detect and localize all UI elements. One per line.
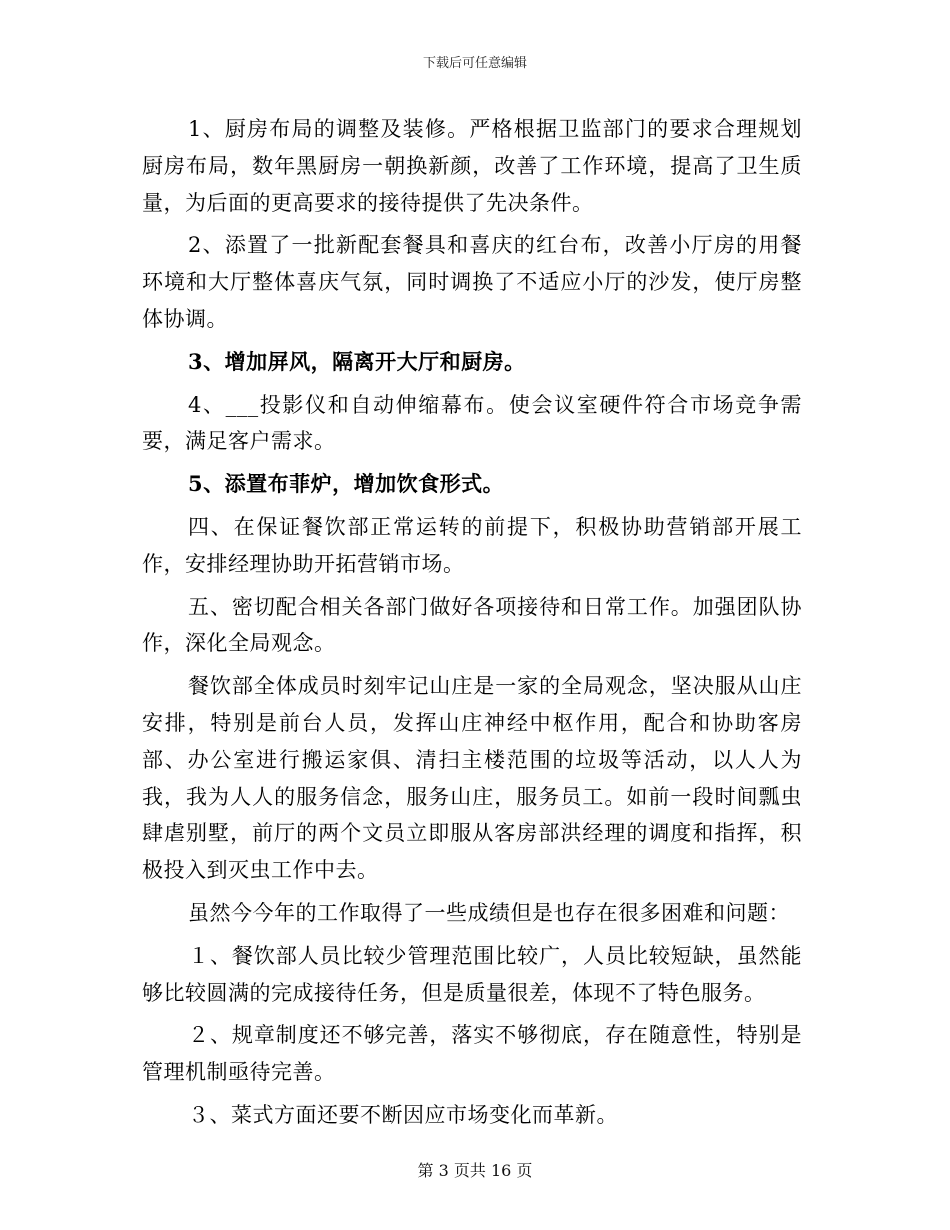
paragraph-problem-staff: １、餐饮部人员比较少管理范围比较广，人员比较短缺，虽然能够比较圆满的完成接待任务，但是质量很差，体现不了特色服务。 <box>142 943 802 1005</box>
page-footer: 第 3 页共 16 页 <box>417 1161 533 1180</box>
paragraph-problems-intro: 虽然今今年的工作取得了一些成绩但是也存在很多困难和问题： <box>188 900 790 925</box>
paragraph-buffet-stove: 5、添置布菲炉，增加饮食形式。 <box>188 471 505 497</box>
paragraph-screen: 3、增加屏风，隔离开大厅和厨房。 <box>188 348 526 374</box>
paragraph-overall-view: 餐饮部全体成员时刻牢记山庄是一家的全局观念，坚决服从山庄安排，特别是前台人员，发挥山庄神经中枢作用，配合和协助客房部、办公室进行搬运家俱、清扫主楼范围的垃圾等活动，以人人为我，我为人人的服务信念，服务山庄，服务员工。如前一段时间瓢虫肆虐别墅，前厅的两个文员立即服从客房部洪经理的调度和指挥，积极投入到灭虫工作中去。 <box>142 674 802 883</box>
document-body <box>142 111 802 1140</box>
page-header: 下载后可任意编辑 <box>422 56 527 71</box>
paragraph-problem-menu: ３、菜式方面还要不断因应市场变化而革新。 <box>188 1102 618 1127</box>
paragraph-tableware: 2、添置了一批新配套餐具和喜庆的红台布，改善小厅房的用餐环境和大厅整体喜庆气氛，同时调换了不适应小厅的沙发，使厅房整体协调。 <box>142 233 802 331</box>
paragraph-projector: 4、___投影仪和自动伸缩幕布。使会议室硬件符合市场竞争需要，满足客户需求。 <box>142 392 802 454</box>
paragraph-kitchen-layout: 1、厨房布局的调整及装修。严格根据卫监部门的要求合理规划厨房布局，数年黑厨房一朝换新颜，改善了工作环境，提高了卫生质量，为后面的更高要求的接待提供了先决条件。 <box>142 117 802 215</box>
paragraph-cooperation: 五、密切配合相关各部门做好各项接待和日常工作。加强团队协作，深化全局观念。 <box>142 594 802 656</box>
paragraph-marketing: 四、在保证餐饮部正常运转的前提下，积极协助营销部开展工作，安排经理协助开拓营销市场。 <box>142 514 802 576</box>
paragraph-problem-rules: ２、规章制度还不够完善，落实不够彻底，存在随意性，特别是管理机制亟待完善。 <box>142 1023 802 1085</box>
